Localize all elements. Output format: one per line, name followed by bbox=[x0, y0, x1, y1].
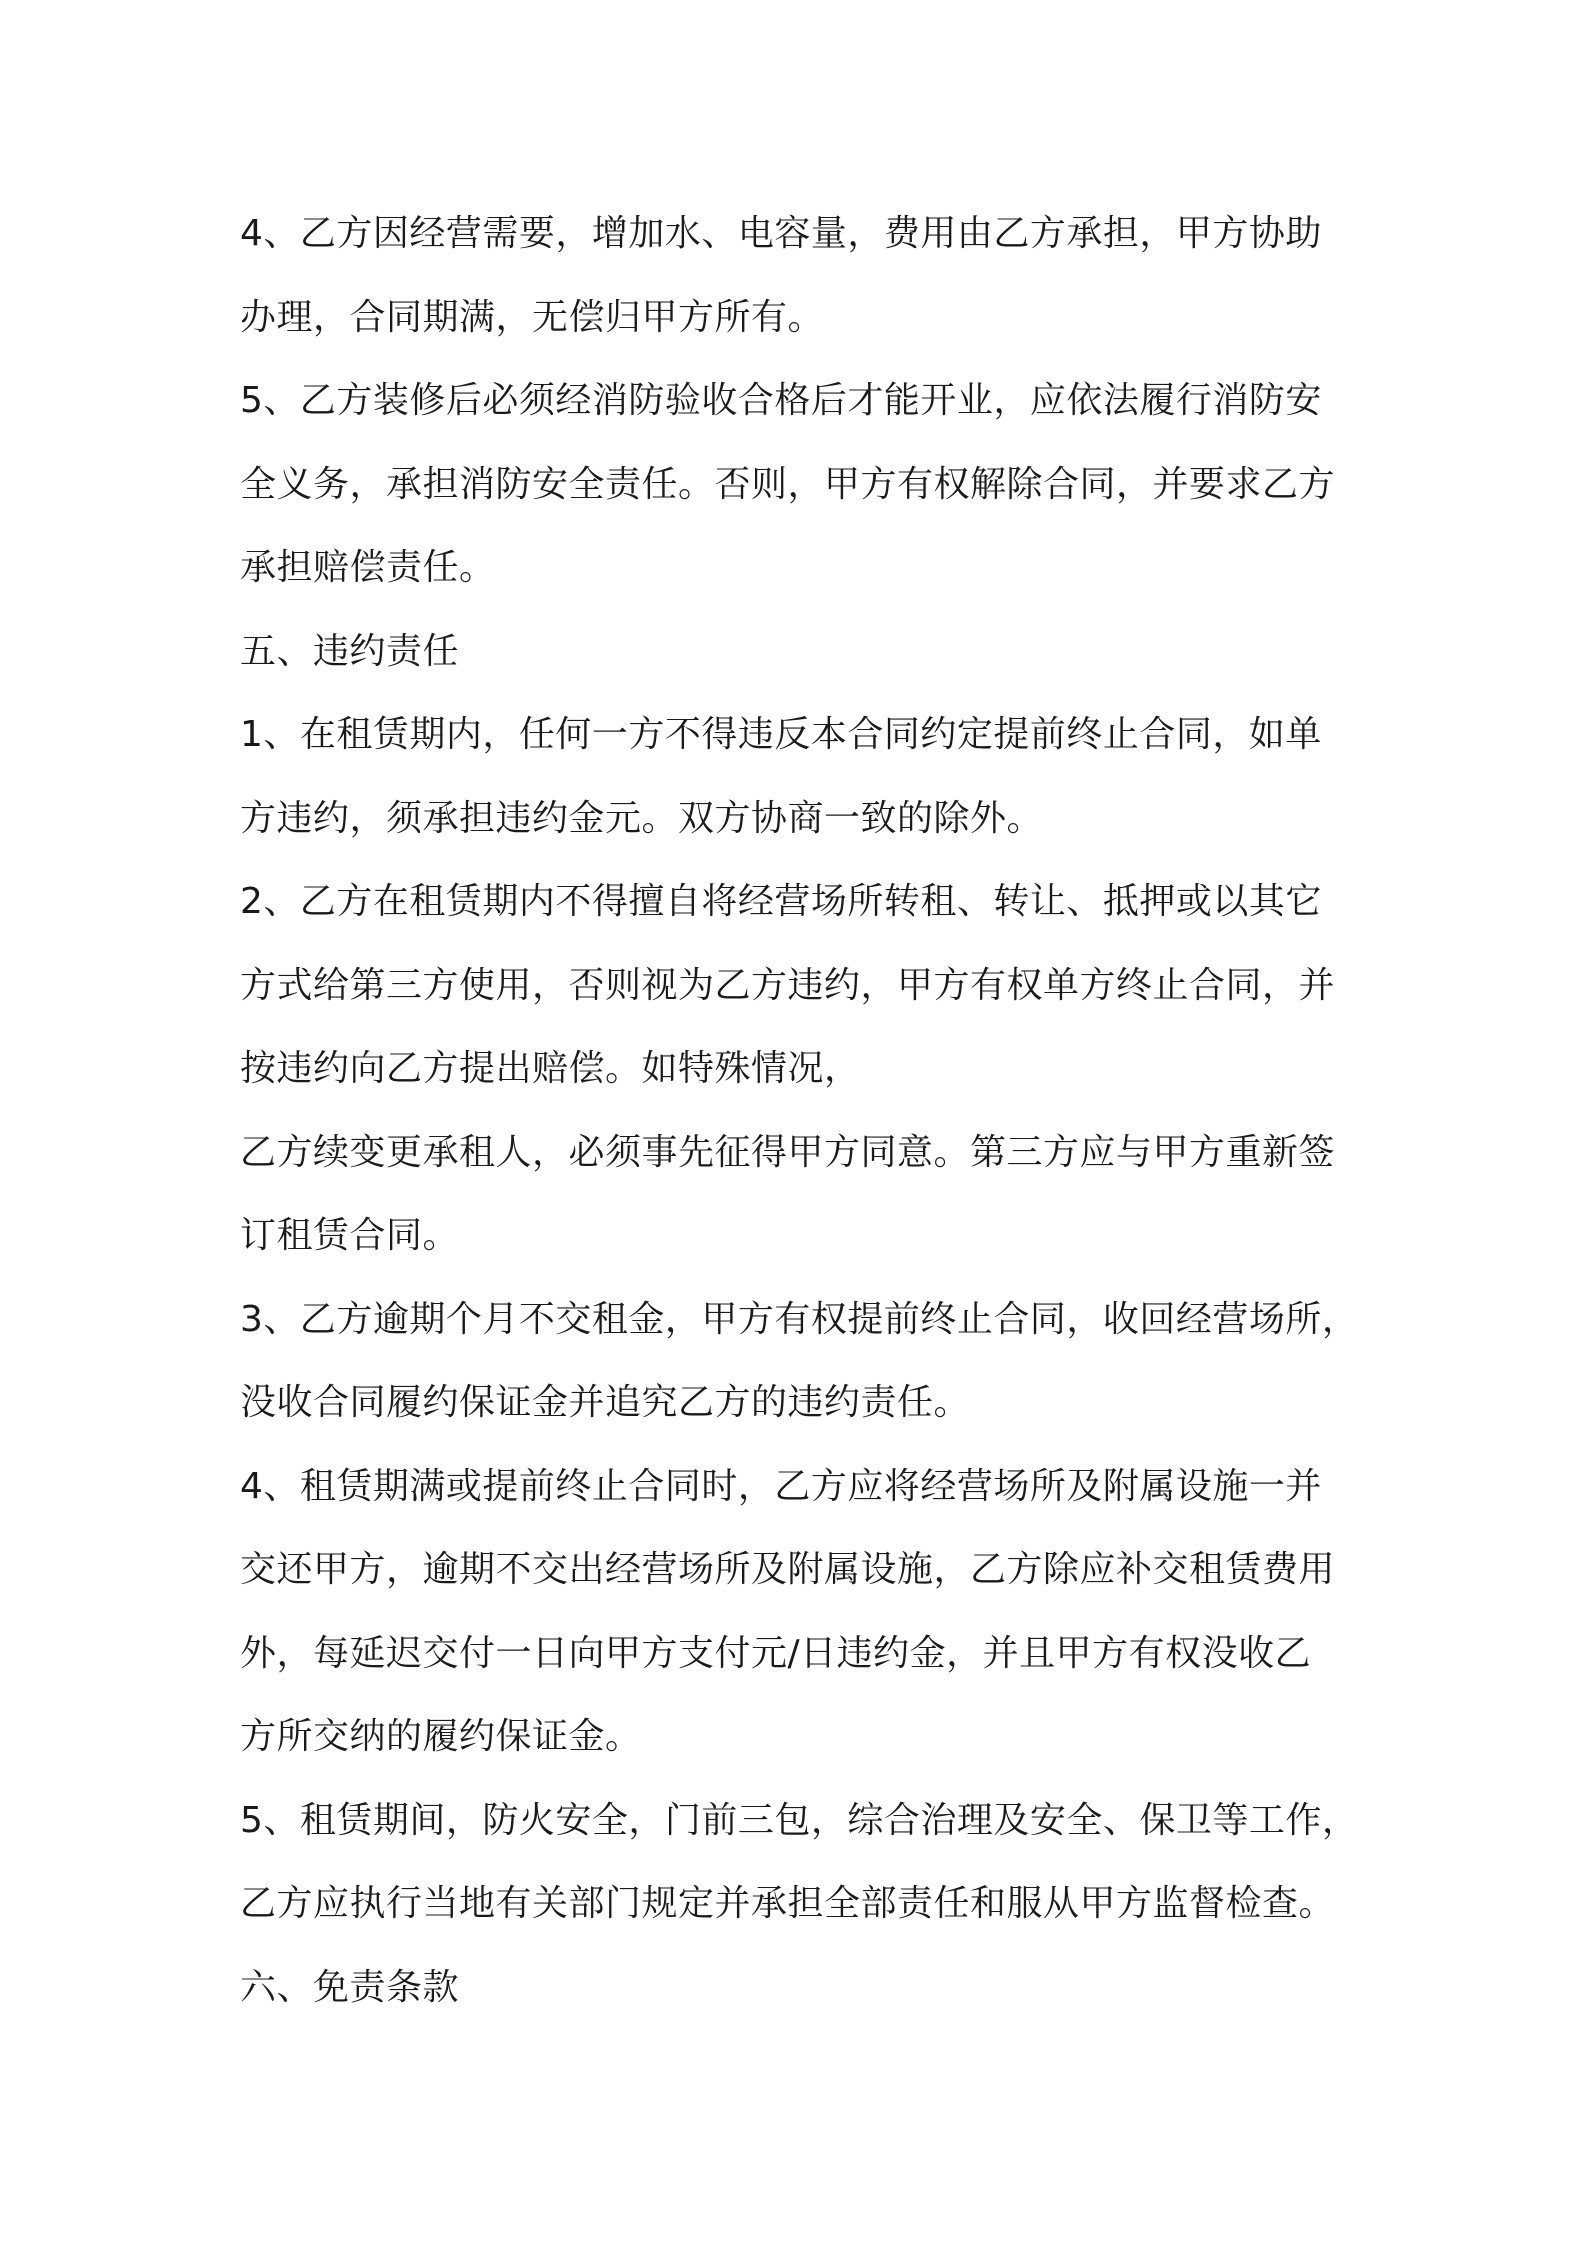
section-heading-breach-liability bbox=[240, 610, 1360, 694]
text-line: 按违约向乙方提出赔偿。如特殊情况， bbox=[240, 1048, 861, 1089]
text-line: 没收合同履约保证金并追究乙方的违约责任。 bbox=[240, 1382, 971, 1423]
clause-5-4 bbox=[240, 1445, 1360, 1779]
text-line: 1、在租赁期内，任何一方不得违反本合同约定提前终止合同，如单 bbox=[240, 714, 1322, 755]
section-heading: 五、违约责任 bbox=[240, 630, 460, 672]
clause-5-2-continued bbox=[240, 1111, 1360, 1278]
document-body bbox=[240, 192, 1360, 2029]
clause-5-2 bbox=[240, 860, 1360, 1111]
text-line: 4、租赁期满或提前终止合同时，乙方应将经营场所及附属设施一并 bbox=[240, 1465, 1322, 1507]
section-heading: 六、免责条款 bbox=[240, 1966, 460, 2008]
clause-5-5 bbox=[240, 1779, 1360, 1946]
text-line: 5、乙方装修后必须经消防验收合格后才能开业，应依法履行消防安 bbox=[240, 380, 1322, 421]
text-line: 方所交纳的履约保证金。 bbox=[240, 1716, 642, 1757]
text-line: 全义务，承担消防安全责任。否则，甲方有权解除合同，并要求乙方 bbox=[240, 463, 1336, 505]
text-line: 订租赁合同。 bbox=[240, 1215, 460, 1256]
text-line: 方违约，须承担违约金元。双方协商一致的除外。 bbox=[240, 797, 1044, 839]
text-line: 办理，合同期满，无偿归甲方所有。 bbox=[240, 296, 825, 338]
text-line: 承担赔偿责任。 bbox=[240, 547, 496, 588]
text-line: 乙方应执行当地有关部门规定并承担全部责任和服从甲方监督检查。 bbox=[240, 1883, 1336, 1924]
text-line: 4、乙方因经营需要，增加水、电容量，费用由乙方承担，甲方协助 bbox=[240, 213, 1322, 254]
text-line: 交还甲方，逾期不交出经营场所及附属设施，乙方除应补交租赁费用 bbox=[240, 1549, 1336, 1590]
section-heading-exemption-clauses bbox=[240, 1946, 1360, 2030]
text-line: 外，每延迟交付一日向甲方支付元/日违约金，并且甲方有权没收乙 bbox=[240, 1632, 1312, 1674]
text-line: 5、租赁期间，防火安全，门前三包，综合治理及安全、保卫等工作， bbox=[240, 1799, 1359, 1841]
text-line: 乙方续变更承租人，必须事先征得甲方同意。第三方应与甲方重新签 bbox=[240, 1131, 1336, 1173]
clause-4-4 bbox=[240, 192, 1360, 359]
text-line: 3、乙方逾期个月不交租金，甲方有权提前终止合同，收回经营场所， bbox=[240, 1298, 1359, 1340]
clause-5-3 bbox=[240, 1278, 1360, 1445]
clause-4-5 bbox=[240, 359, 1360, 610]
text-line: 方式给第三方使用，否则视为乙方违约，甲方有权单方终止合同，并 bbox=[240, 964, 1336, 1006]
text-line: 2、乙方在租赁期内不得擅自将经营场所转租、转让、抵押或以其它 bbox=[240, 881, 1322, 922]
clause-5-1 bbox=[240, 693, 1360, 860]
